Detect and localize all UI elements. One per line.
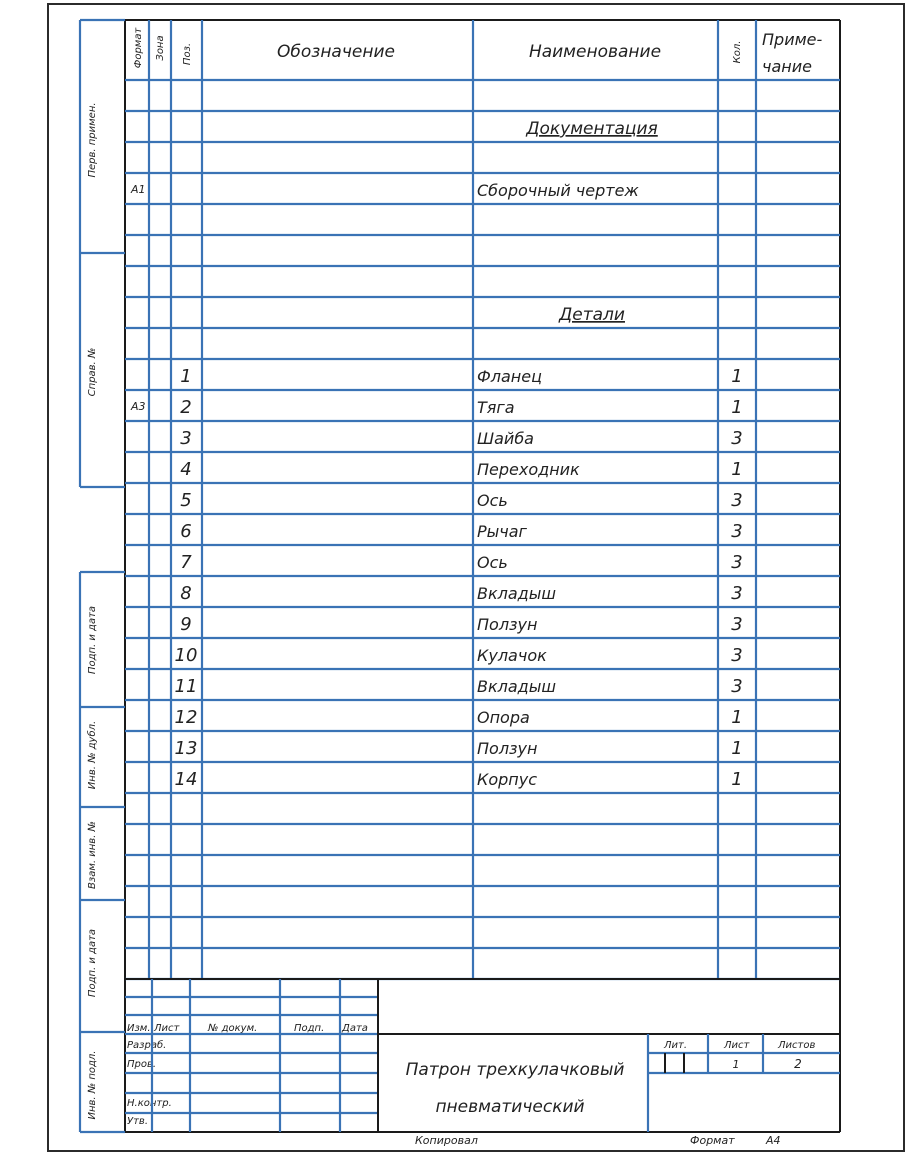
side-label-inv-dubl: Инв. № дубл. [87,720,98,790]
tb-sheet-value: 1 [732,1058,740,1071]
side-label-podp-data-2: Подп. и дата [87,928,98,998]
header-format: Формат [133,27,144,69]
row-qty: 3 [731,521,743,542]
side-label-vzam-inv: Взам. инв. № [87,821,98,889]
row-position: 6 [180,521,192,542]
row-position: 4 [180,459,192,480]
row-qty: 3 [731,490,743,511]
tb-col-izm: Изм. [127,1023,151,1034]
header-position: Поз. [182,42,193,66]
row-position: 8 [180,583,192,604]
row-position: 11 [174,676,198,697]
side-label-inv-podl: Инв. № подл. [87,1050,98,1120]
row-name: Шайба [477,429,534,448]
row-position: 9 [180,614,192,635]
row-position: 13 [174,738,198,759]
row-position: 12 [174,707,198,728]
header-designation: Обозначение [277,42,395,62]
row-position: 7 [180,552,192,573]
row-name: Корпус [477,770,538,789]
tb-sheets-label: Листов [778,1040,816,1051]
header-note-line1: Приме- [762,30,823,49]
row-name: Сборочный чертеж [477,181,639,200]
footer-copied: Копировал [415,1134,478,1147]
row-format: А1 [131,183,146,196]
row-qty: 3 [731,552,743,573]
row-name: Вкладыш [477,677,557,696]
tb-col-date: Дата [342,1023,368,1034]
footer-format-value: А4 [766,1134,781,1147]
side-label-sprav-no: Справ. № [87,347,98,397]
row-qty: 3 [731,676,743,697]
tb-col-sign: Подп. [294,1023,325,1034]
side-label-perv-primen: Перв. примен. [87,102,98,178]
row-name: Тяга [477,398,515,417]
row-name: Кулачок [477,646,547,665]
row-position: 10 [174,645,198,666]
row-qty: 1 [731,397,743,418]
tb-razrab-label: Разраб. [127,1040,167,1051]
row-qty: 1 [731,738,743,759]
header-name: Наименование [528,42,662,62]
row-position: 3 [180,428,192,449]
row-qty: 3 [731,645,743,666]
row-qty: 3 [731,614,743,635]
row-heading: Документация [526,119,658,139]
row-qty: 1 [731,707,743,728]
row-qty: 1 [731,769,743,790]
row-qty: 3 [731,428,743,449]
row-format: А3 [131,400,146,413]
tb-nkontr-label: Н.контр. [127,1098,172,1109]
row-qty: 3 [731,583,743,604]
row-name: Опора [477,708,530,727]
header-qty: Кол. [732,40,743,64]
row-qty: 1 [731,459,743,480]
row-name: Фланец [477,367,542,386]
row-name: Ось [477,491,508,510]
side-label-podp-data-1: Подп. и дата [87,605,98,675]
tb-sheets-value: 2 [794,1057,802,1071]
row-position: 1 [180,366,192,387]
row-position: 2 [180,397,192,418]
tb-utv-label: Утв. [127,1116,148,1127]
tb-title-line2: пневматический [435,1097,585,1117]
tb-lit-label: Лит. [664,1040,688,1051]
row-name: Вкладыш [477,584,557,603]
row-name: Ползун [477,739,538,758]
row-position: 5 [180,490,192,511]
row-heading: Детали [559,305,625,325]
header-zone: Зона [155,35,166,61]
row-name: Ось [477,553,508,572]
tb-title-line1: Патрон трехкулачковый [405,1060,625,1080]
tb-col-doc: № докум. [208,1023,258,1034]
header-note-line2: чание [762,57,812,76]
row-position: 14 [174,769,198,790]
row-name: Рычаг [477,522,527,541]
tb-prov-label: Пров. [127,1059,157,1070]
row-name: Переходник [477,460,580,479]
tb-col-list: Лист [154,1023,180,1034]
row-qty: 1 [731,366,743,387]
tb-sheet-label: Лист [724,1040,750,1051]
row-name: Ползун [477,615,538,634]
footer-format-label: Формат [690,1134,735,1147]
